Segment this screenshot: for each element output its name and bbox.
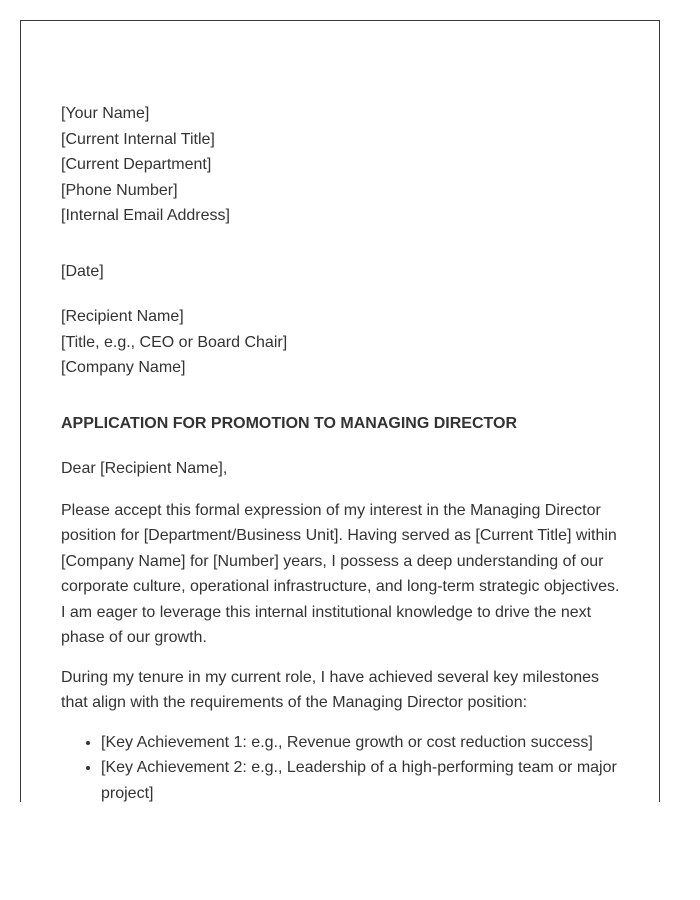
letter-subject: APPLICATION FOR PROMOTION TO MANAGING DIRECTOR (61, 414, 517, 432)
letter-page (20, 20, 660, 802)
recipient-block (61, 304, 626, 381)
recipient-company: [Company Name] (61, 359, 186, 376)
sender-name: [Your Name] (61, 105, 150, 122)
recipient-name: [Recipient Name] (61, 308, 184, 325)
sender-phone: [Phone Number] (61, 181, 178, 199)
letter-content (61, 101, 626, 802)
sender-email: [Internal Email Address] (61, 207, 230, 224)
achievements-list (61, 730, 626, 803)
sender-block (61, 101, 626, 229)
body-paragraph-milestones: During my tenure in my current role, I have achieved several key milestones that align with the requirements of the Managing Director position: (61, 668, 600, 711)
letter-date: [Date] (61, 262, 104, 280)
sender-department: [Current Department] (61, 156, 212, 173)
recipient-title: [Title, e.g., CEO or Board Chair] (61, 333, 288, 351)
list-item: • [Key Achievement 1: e.g., Revenue growth or cost reduction success] (101, 730, 626, 756)
body-paragraph-intro: Please accept this formal expression of my interest in the Managing Director position for [Department/Business Unit]. Having served as [Current Title] within [Company Name] for [Number] years, I possess a deep understanding of our corporate culture, operational infrastructure, and long-term strategic objectives. I am eager to leverage this internal institutional knowledge to drive the next phase of our growth. (61, 501, 620, 646)
salutation: Dear [Recipient Name], (61, 460, 228, 477)
sender-title: [Current Internal Title] (61, 130, 215, 148)
list-item: • [Key Achievement 2: e.g., Leadership of a high-performing team or major project] (101, 755, 626, 802)
